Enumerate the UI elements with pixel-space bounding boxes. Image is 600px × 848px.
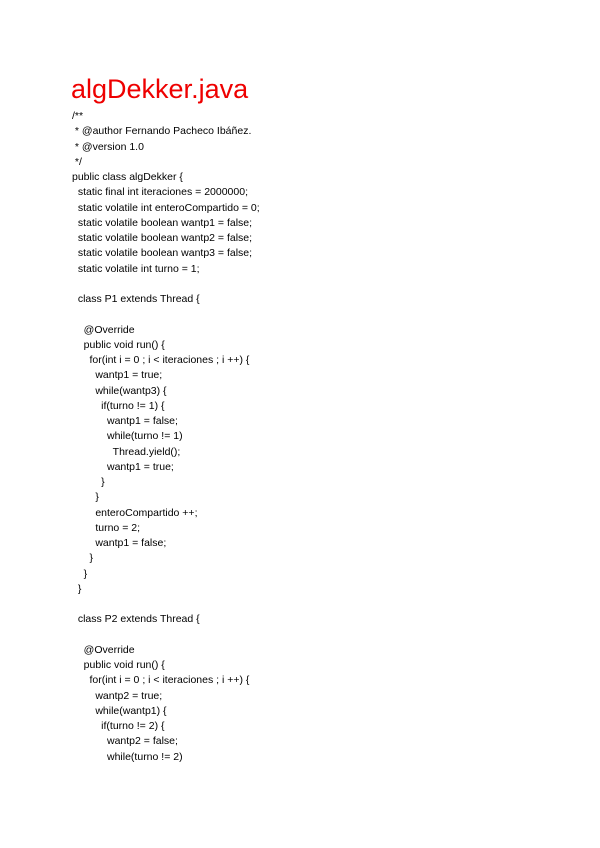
- code-line: public void run() {: [72, 659, 165, 671]
- code-line: public void run() {: [72, 338, 165, 351]
- code-line: static volatile boolean wantp2 = false;: [72, 232, 253, 244]
- code-line: wantp2 = true;: [72, 689, 163, 702]
- code-line: @Override: [72, 643, 135, 656]
- code-line: while(wantp1) {: [72, 704, 167, 717]
- code-line: while(turno != 2): [72, 750, 183, 763]
- code-line: for(int i = 0 ; i < iteraciones ; i ++) {: [72, 674, 250, 687]
- code-line: class P1 extends Thread {: [72, 293, 200, 305]
- code-line: }: [72, 476, 105, 488]
- code-line: class P2 extends Thread {: [72, 613, 200, 626]
- code-line: }: [72, 567, 88, 580]
- code-line: /**: [72, 110, 84, 122]
- code-line: [72, 628, 260, 643]
- code-line: static volatile boolean wantp3 = false;: [72, 247, 253, 260]
- code-line: }: [72, 582, 82, 595]
- code-line: [72, 277, 260, 292]
- code-line: [72, 307, 260, 322]
- code-line: Thread.yield();: [72, 445, 181, 458]
- code-line: static final int iteraciones = 2000000;: [72, 186, 248, 199]
- code-line: wantp2 = false;: [72, 735, 178, 748]
- code-line: if(turno != 1) {: [72, 399, 165, 412]
- code-line: static volatile int turno = 1;: [72, 262, 200, 275]
- code-listing: [72, 109, 260, 765]
- document-title: algDekker.java: [71, 74, 249, 104]
- code-line: while(turno != 1): [72, 430, 183, 443]
- code-line: wantp1 = true;: [72, 460, 174, 473]
- code-line: * @version 1.0: [72, 140, 144, 153]
- code-line: */: [72, 155, 82, 168]
- code-line: [72, 597, 260, 612]
- code-line: static volatile int enteroCompartido = 0;: [72, 201, 260, 214]
- code-line: public class algDekker {: [72, 171, 183, 183]
- code-line: wantp1 = false;: [72, 415, 178, 427]
- code-line: }: [72, 491, 99, 504]
- code-line: * @author Fernando Pacheco Ibáñez.: [72, 125, 252, 138]
- code-line: @Override: [72, 323, 135, 336]
- code-line: turno = 2;: [72, 521, 140, 534]
- code-line: for(int i = 0 ; i < iteraciones ; i ++) {: [72, 354, 250, 366]
- code-line: enteroCompartido ++;: [72, 506, 198, 519]
- code-line: if(turno != 2) {: [72, 720, 165, 732]
- code-line: while(wantp3) {: [72, 384, 167, 397]
- code-line: static volatile boolean wantp1 = false;: [72, 216, 253, 229]
- code-line: wantp1 = false;: [72, 537, 167, 549]
- code-line: wantp1 = true;: [72, 369, 163, 382]
- code-line: }: [72, 552, 94, 565]
